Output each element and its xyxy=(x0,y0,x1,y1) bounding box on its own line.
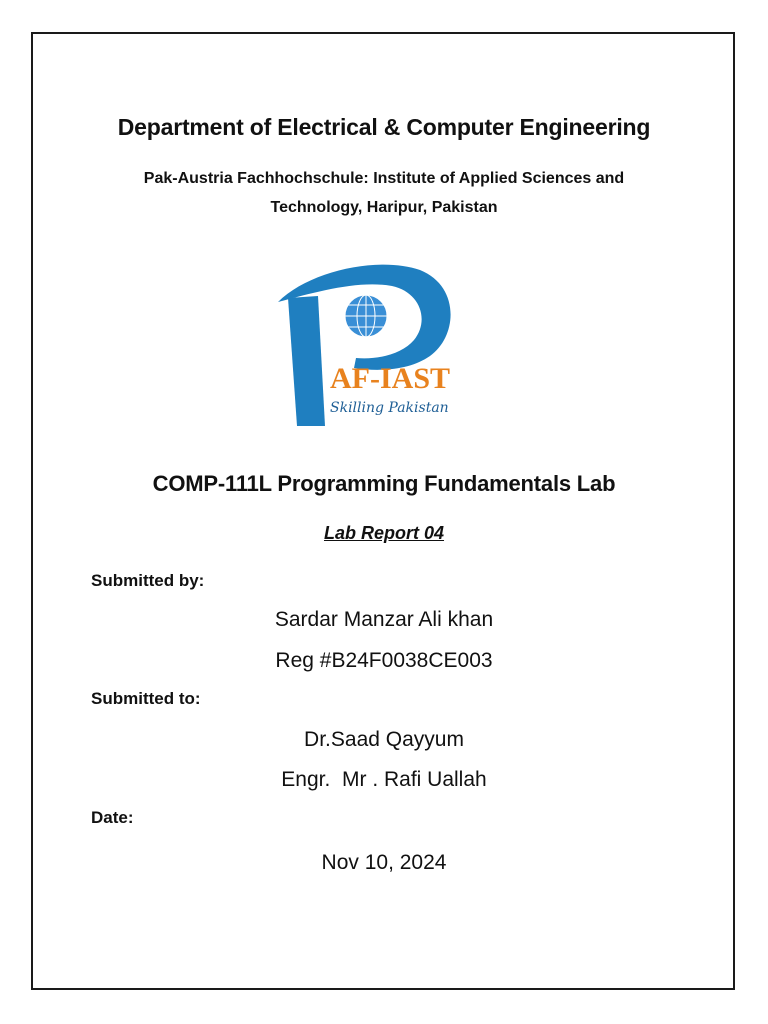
submitted-by-label: Submitted by: xyxy=(91,571,205,590)
logo-p-stem xyxy=(288,296,325,426)
institute-name-line-1: Pak-Austria Fachhochschule: Institute of Applied Sciences and xyxy=(143,170,625,187)
student-name: Sardar Manzar Ali khan xyxy=(274,608,494,631)
logo-wordmark: AF-IAST xyxy=(330,362,451,395)
paf-iast-logo xyxy=(270,258,460,430)
lab-report-number: Lab Report 04 xyxy=(323,523,445,543)
date-label: Date: xyxy=(91,808,134,827)
registration-number: Reg #B24F0038CE003 xyxy=(275,649,493,672)
logo-tagline: Skilling Pakistan xyxy=(330,400,449,416)
department-title: Department of Electrical & Computer Engineering xyxy=(117,114,651,140)
supervisor-name-1: Dr.Saad Qayyum xyxy=(304,728,464,751)
course-title: COMP-111L Programming Fundamentals Lab xyxy=(152,471,616,496)
supervisor-name-2: Engr. Mr . Rafi Uallah xyxy=(281,768,487,791)
globe-icon xyxy=(345,295,387,337)
institute-name-line-2: Technology, Haripur, Pakistan xyxy=(270,199,498,216)
submission-date: Nov 10, 2024 xyxy=(321,851,447,874)
submitted-to-label: Submitted to: xyxy=(91,689,201,708)
